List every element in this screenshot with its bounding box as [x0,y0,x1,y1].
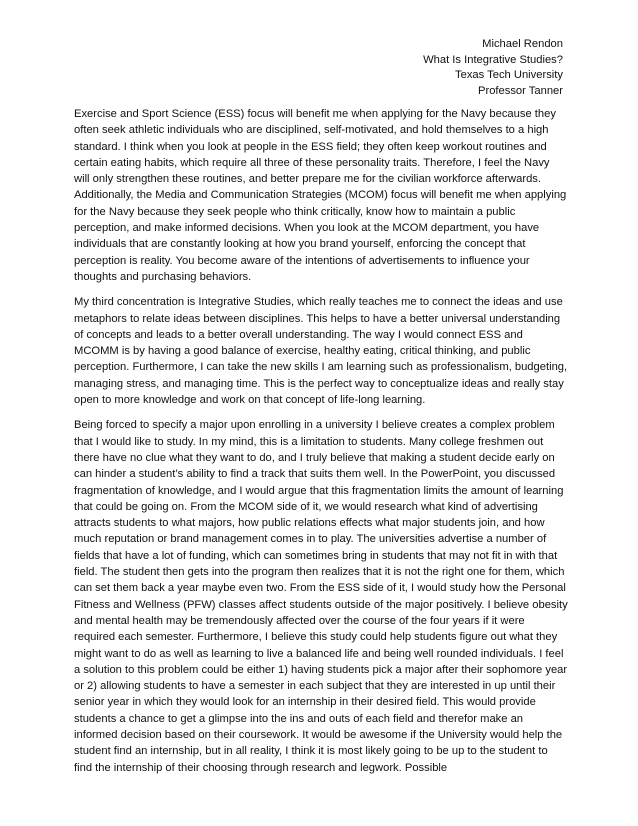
document-title: What Is Integrative Studies? [423,53,563,66]
professor-name: Professor Tanner [478,84,563,97]
paragraph-1: Exercise and Sport Science (ESS) focus will benefit me when applying for the Navy because they often seek athletic individuals who are disciplined, self-motivated, and hold themselves to a high standard. I think when you look at people in the ESS field; they often keep workout routines and certain eating habits, which require all three of these personality traits. Therefore, I feel the Navy will only strengthen these routines, and better prepare me for the civilian workforce afterwards. Additionally, the Media and Communication Strategies (MCOM) focus will benefit me when applying for the Navy because they seek people who think critically, know how to maintain a public perception, and make informed decisions. When you look at the MCOM department, you have individuals that are constantly looking at how you brand yourself, enforcing the concept that perception is reality. You become aware of the intentions of advertisements to influence your thoughts and purchasing behaviors. [74,108,567,283]
paragraph-2: My third concentration is Integrative Studies, which really teaches me to connect the ideas and use metaphors to relate ideas between disciplines. This helps to have a better universal understanding of concepts and leads to a better overall understanding. The way I would connect ESS and MCOMM is by having a good balance of exercise, healthy eating, critical thinking, and public perception. Furthermore, I can take the new skills I am learning such as professionalism, budgeting, managing stress, and managing time. This is the perfect way to conceptualize ideas and really stay open to more knowledge and work on that concept of life-long learning. [74,296,568,407]
author-name: Michael Rendon [482,38,563,50]
document-header [423,37,563,99]
university-name: Texas Tech University [455,69,563,82]
paragraph-3: Being forced to specify a major upon enrolling in a university I believe creates a complex problem that I would like to study. In my mind, this is a limitation to students. Many college freshmen out there have no clue what they want to do, and I truly believe that making a student decide early on can hinder a student’s ability to find a track that suits them well. In the PowerPoint, you discussed fragmentation of knowledge, and I would argue that this fragmentation limits the amount of learning that could be going on. From the MCOM side of it, we would research what kind of advertising attracts students to what majors, how public relations effects what major students join, and how much reputation or brand management comes in to play. The universities advertise a number of fields that have a lot of funding, which can sometimes bring in students that may not fit in with that field. The student then gets into the program then realizes that it is not the right one for them, which can set them back a year maybe even two. From the ESS side of it, I would study how the Personal Fitness and Wellness (PFW) classes affect students outside of the major positively. I believe obesity and mental health may be tremendously affected over the course of the four years if it were required each semester. Furthermore, I believe this study could help students figure out what they might want to do as well as learning to live a balanced life and being well rounded individuals. I feel a solution to this problem could be either 1) having students pick a major after their sophomore year or 2) allowing students to have a semester in each subject that they are interested in up until their senior year in which they would look for an internship in their desired field. This would provide students a chance to get a glimpse into the ins and outs of each field and therefor make an informed decision based on their coursework. It would be awesome if the University would help the student find an internship, but in all reality, I think it is most likely going to be up to the student to find the internship of their choosing through research and legwork. Possible [74,419,568,774]
document-body [74,106,568,785]
